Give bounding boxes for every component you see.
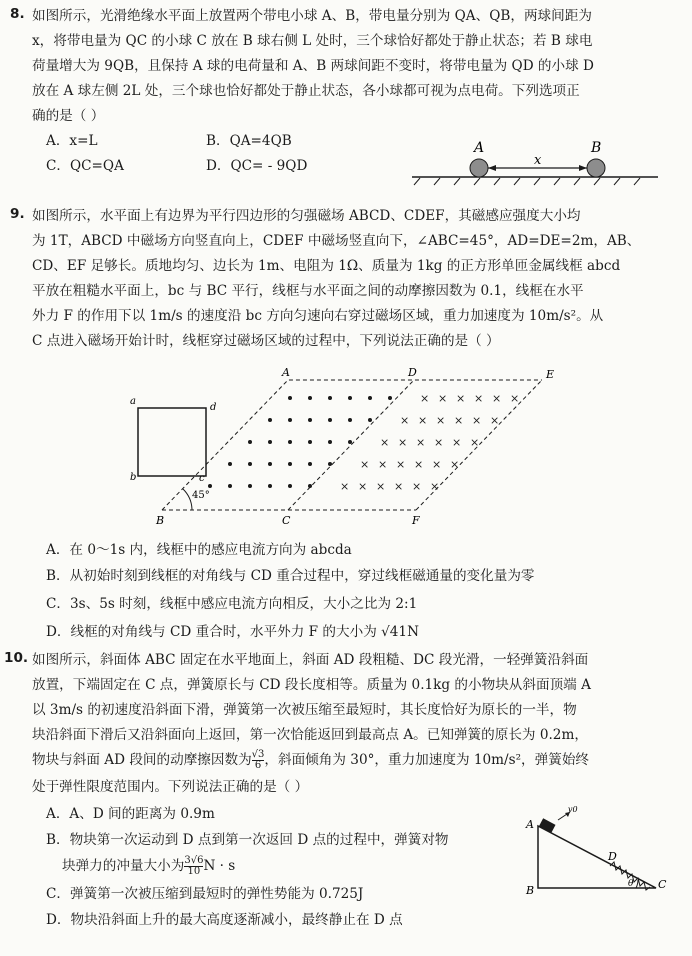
label-b: B xyxy=(591,140,602,156)
svg-text:×: × xyxy=(400,414,410,427)
question-text-line: x，将带电量为 QC 的小球 C 放在 B 球右侧 L 处时，三个球恰好都处于静止状态；若 B 球电 xyxy=(32,33,593,49)
svg-text:×: × xyxy=(394,480,404,493)
region-boundary xyxy=(162,380,542,510)
option-b-cont: 块弹力的冲量大小为 $\frac{3√6}{10}$ N · s xyxy=(62,855,236,877)
svg-text:×: × xyxy=(412,480,422,493)
svg-text:×: × xyxy=(420,392,430,405)
svg-text:×: × xyxy=(416,436,426,449)
svg-text:×: × xyxy=(434,436,444,449)
svg-text:×: × xyxy=(452,436,462,449)
question-text-line: 放在 A 球左侧 2L 处，三个球也恰好都处于静止状态，各小球都可视为点电荷。下列选项正 xyxy=(32,83,580,99)
svg-text:×: × xyxy=(438,392,448,405)
svg-text:×: × xyxy=(398,436,408,449)
question-text-line: 平放在粗糙水平面上，bc 与 BC 平行，线框与水平面之间的动摩擦因数为 0.1，线框在水平 xyxy=(32,283,584,299)
option-d: D．物块沿斜面上升的最大高度逐渐减小，最终静止在 D 点 xyxy=(46,912,403,928)
option-a: A．x=L xyxy=(46,133,98,149)
svg-text:×: × xyxy=(490,414,500,427)
svg-text:×: × xyxy=(418,414,428,427)
svg-text:E: E xyxy=(546,368,555,381)
option-d: D．QC= - 9QD xyxy=(206,158,308,174)
question-number: 10. xyxy=(4,650,29,666)
svg-text:×: × xyxy=(340,480,350,493)
question-text-line: 为 1T，ABCD 中磁场方向竖直向上，CDEF 中磁场竖直向下，∠ABC=45°，AD=DE=2m，AB、 xyxy=(32,233,641,249)
question-text-line: 如图所示，水平面上有边界为平行四边形的匀强磁场 ABCD、CDEF，其磁感应强度大小均 xyxy=(32,208,581,224)
option-c: C．QC=QA xyxy=(46,158,124,174)
svg-text:×: × xyxy=(470,436,480,449)
svg-text:×: × xyxy=(492,392,502,405)
svg-text:×: × xyxy=(510,392,520,405)
svg-text:v0: v0 xyxy=(568,806,578,814)
svg-text:×: × xyxy=(454,414,464,427)
field-down-crosses xyxy=(340,392,519,493)
question-text-line: 如图所示，光滑绝缘水平面上放置两个带电小球 A、B，带电量分别为 QA、QB，两球间距为 xyxy=(32,8,592,24)
question-text-line: 如图所示，斜面体 ABC 固定在水平地面上，斜面 AD 段粗糙、DC 段光滑，一轻弹簧沿斜面 xyxy=(32,652,589,668)
q8-figure xyxy=(410,130,660,192)
svg-text:×: × xyxy=(414,458,424,471)
svg-text:D: D xyxy=(608,850,617,863)
svg-text:×: × xyxy=(376,480,386,493)
question-text-line: 放置，下端固定在 C 点，弹簧原长与 CD 段长度相等。质量为 0.1kg 的小物块从斜面顶端 A xyxy=(32,677,591,693)
svg-text:×: × xyxy=(380,436,390,449)
option-c: C．3s、5s 时刻，线框中感应电流方向相反，大小之比为 2:1 xyxy=(46,596,418,612)
ball-a xyxy=(470,159,488,177)
svg-text:×: × xyxy=(378,458,388,471)
option-c: C．弹簧第一次被压缩到最短时的弹性势能为 0.725J xyxy=(46,886,364,902)
question-text-line: C 点进入磁场开始计时，线框穿过磁场区域的过程中，下列说法正确的是（ ） xyxy=(32,333,500,349)
question-text-line: 处于弹性限度范围内。下列说法正确的是（ ） xyxy=(32,779,309,795)
question-text-line: 块沿斜面下滑后又沿斜面向上返回，第一次恰能返回到最高点 A。已知弹簧的原长为 0.2m， xyxy=(32,727,588,743)
fraction: $\frac{3√6}{10}$ xyxy=(184,855,204,877)
svg-text:b: b xyxy=(130,472,137,483)
svg-text:×: × xyxy=(432,458,442,471)
svg-text:D: D xyxy=(408,368,417,379)
option-b: B．物块第一次运动到 D 点到第一次返回 D 点的过程中，弹簧对物 xyxy=(46,832,449,848)
label-x: x xyxy=(534,153,542,168)
field-up-dots xyxy=(208,396,392,488)
svg-text:×: × xyxy=(472,414,482,427)
question-number: 8. xyxy=(10,6,25,22)
label-a: A xyxy=(474,140,485,156)
svg-text:45°: 45° xyxy=(192,490,210,501)
svg-text:A: A xyxy=(282,368,290,379)
fraction: $\frac{√3}{6}$ xyxy=(251,749,265,771)
question-text-line: 荷量增大为 9QB，且保持 A 球的电荷量和 A、B 两球间距不变时，将带电量为 QD 的小球 D xyxy=(32,58,594,74)
option-a: A．A、D 间的距离为 0.9m xyxy=(46,806,215,822)
svg-text:×: × xyxy=(450,458,460,471)
option-b: B．QA=4QB xyxy=(206,133,292,149)
svg-text:B: B xyxy=(156,514,165,527)
question-text-line: CD、EF 足够长。质地均匀、边长为 1m、电阻为 1Ω、质量为 1kg 的正方形单匝金属线框 abcd xyxy=(32,258,621,274)
frame-abcd xyxy=(138,408,206,476)
svg-text:×: × xyxy=(456,392,466,405)
question-text-line: 物块与斜面 AD 段间的动摩擦因数为 $\frac{√3}{6}$ ，斜面倾角为 30°，重力加速度为 10m/s²，弹簧始终 xyxy=(32,749,590,771)
svg-text:×: × xyxy=(474,392,484,405)
option-d: D．线框的对角线与 CD 重合时，水平外力 F 的大小为 √41N xyxy=(46,624,419,640)
question-text-line: 以 3m/s 的初速度沿斜面下滑，弹簧第一次被压缩至最短时，其长度恰好为原长的一半，物 xyxy=(32,702,577,718)
svg-text:×: × xyxy=(436,414,446,427)
svg-text:×: × xyxy=(396,458,406,471)
svg-text:×: × xyxy=(360,458,370,471)
svg-text:C: C xyxy=(282,514,291,527)
svg-text:×: × xyxy=(358,480,368,493)
q9-figure xyxy=(120,368,570,528)
q10-figure xyxy=(518,806,668,898)
svg-text:θ: θ xyxy=(628,879,634,889)
block xyxy=(539,818,556,833)
question-text-line: 确的是（ ） xyxy=(32,108,105,124)
svg-text:×: × xyxy=(430,480,440,493)
svg-text:c: c xyxy=(199,473,205,484)
svg-text:B: B xyxy=(526,884,535,897)
svg-text:d: d xyxy=(210,402,217,413)
ball-b xyxy=(587,159,605,177)
option-b: B．从初始时刻到线框的对角线与 CD 重合过程中，穿过线框磁通量的变化量为零 xyxy=(46,568,535,584)
question-number: 9. xyxy=(10,206,25,222)
svg-text:C: C xyxy=(658,878,667,891)
question-text-line: 外力 F 的作用下以 1m/s 的速度沿 bc 方向匀速向右穿过磁场区域，重力加速度为 10m/s²。从 xyxy=(32,308,604,324)
svg-text:A: A xyxy=(526,818,534,831)
svg-text:a: a xyxy=(130,396,136,407)
svg-text:F: F xyxy=(412,514,420,527)
option-a: A．在 0～1s 内，线框中的感应电流方向为 abcda xyxy=(46,542,352,558)
